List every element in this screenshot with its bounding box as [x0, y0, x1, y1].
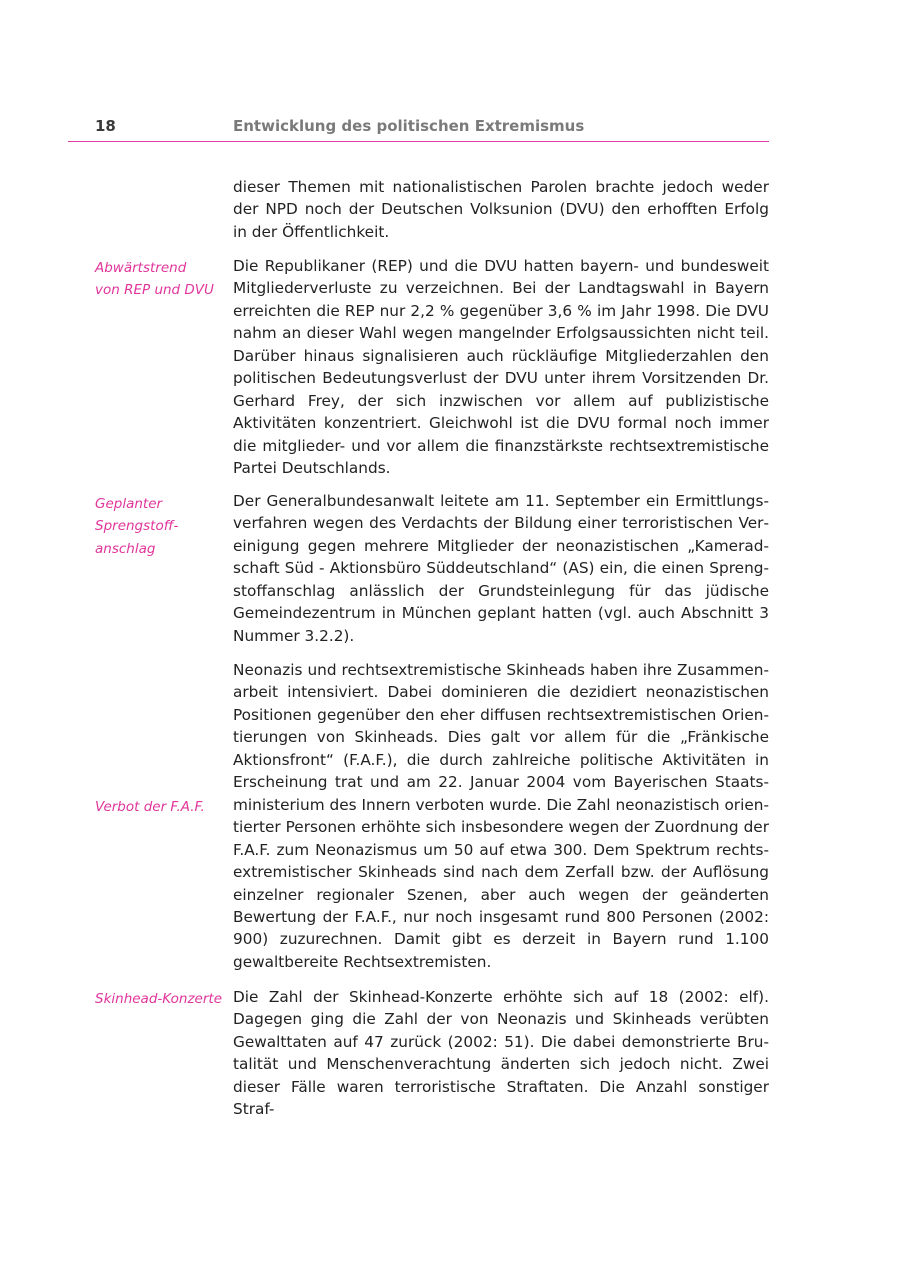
paragraph-neonazis: Neonazis und rechtsextremistische Skinheads haben ihre Zusammenarbeit intensiviert. Dabei dominieren die dezidiert neonazistischen Positionen gegenüber den eher diffusen rechtsextremistischen Orientierungen von Skinheads. Dies galt vor allem für die „Fränkische Aktionsfront“ (F.A.F.), die durch zahlreiche politische Aktivitäten in Erscheinung trat und am 22. Januar 2004 vom Bayerischen Staatsministerium des Innern verboten wurde. Die Zahl neonazistisch orientierter Personen erhöhte sich insbesondere wegen der Zuordnung der F.A.F. zum Neonazismus um 50 auf etwa 300. Dem Spektrum rechtsextremistischer Skinheads sind nach dem Zerfall bzw. der Auflösung einzelner regionaler Szenen, aber auch wegen der geänderten Bewertung der F.A.F., nur noch insgesamt rund 800 Personen (2002: 900) zuzurechnen. Damit gibt es derzeit in Bayern rund 1.100 gewaltbereite Rechtsextremisten.	[233, 661, 769, 971]
paragraph-continuation: dieser Themen mit nationalistischen Parolen brachte jedoch weder der NPD noch der Deutschen Volksunion (DVU) den erhofften Erfolg in der Öffentlichkeit.	[233, 178, 769, 241]
running-head: Entwicklung des politischen Extremismus	[233, 117, 585, 135]
header-rule	[68, 141, 769, 142]
margin-note-rep-dvu: Abwärtstrend von REP und DVU	[95, 260, 214, 299]
paragraph-sprengstoff: Der Generalbundesanwalt leitete am 11. September ein Ermittlungsverfahren wegen des Verdachts der Bildung einer terroristischen Vereinigung gegen mehrere Mitglieder der neonazistischen „Kameradschaft Süd - Aktionsbüro Süddeutschland“ (AS) ein, die einen Sprengstoffanschlag anlässlich der Grundsteinlegung für das jüdische Gemeindezentrum in München geplant hatten (vgl. auch Abschnitt 3 Nummer 3.2.2).	[233, 492, 769, 645]
paragraph-rep-dvu: Die Republikaner (REP) und die DVU hatten bayern- und bundesweit Mitgliederverluste zu verzeichnen. Bei der Landtagswahl in Bayern erreichten die REP nur 2,2 % gegenüber 3,6 % im Jahr 1998. Die DVU nahm an dieser Wahl wegen mangelnder Erfolgsaussichten nicht teil. Darüber hinaus signalisieren auch rückläufige Mitgliederzahlen den politischen Bedeutungsverlust der DVU unter ihrem Vorsitzenden Dr. Gerhard Frey, der sich inzwischen vor allem auf publizistische Aktivitäten konzentriert. Gleichwohl ist die DVU formal noch immer die mitglieder- und vor allem die finanzstärkste rechtsextremistische Partei Deutschlands.	[233, 257, 769, 478]
margin-note-skinhead-konzerte: Skinhead-Konzerte	[95, 991, 222, 1007]
margin-note-faf: Verbot der F.A.F.	[95, 799, 205, 815]
page-number: 18	[95, 117, 116, 135]
margin-note-sprengstoff: Geplanter Sprengstoff- anschlag	[95, 496, 179, 557]
paragraph-skinhead-konzerte: Die Zahl der Skinhead-Konzerte erhöhte sich auf 18 (2002: elf). Dagegen ging die Zahl der von Neonazis und Skinheads verübten Gewalttaten auf 47 zurück (2002: 51). Die dabei demonstrierte Brutalität und Menschenverachtung änderten sich jedoch nicht. Zwei dieser Fälle waren terroristische Straftaten. Die Anzahl sonstiger Straf-	[233, 988, 769, 1119]
